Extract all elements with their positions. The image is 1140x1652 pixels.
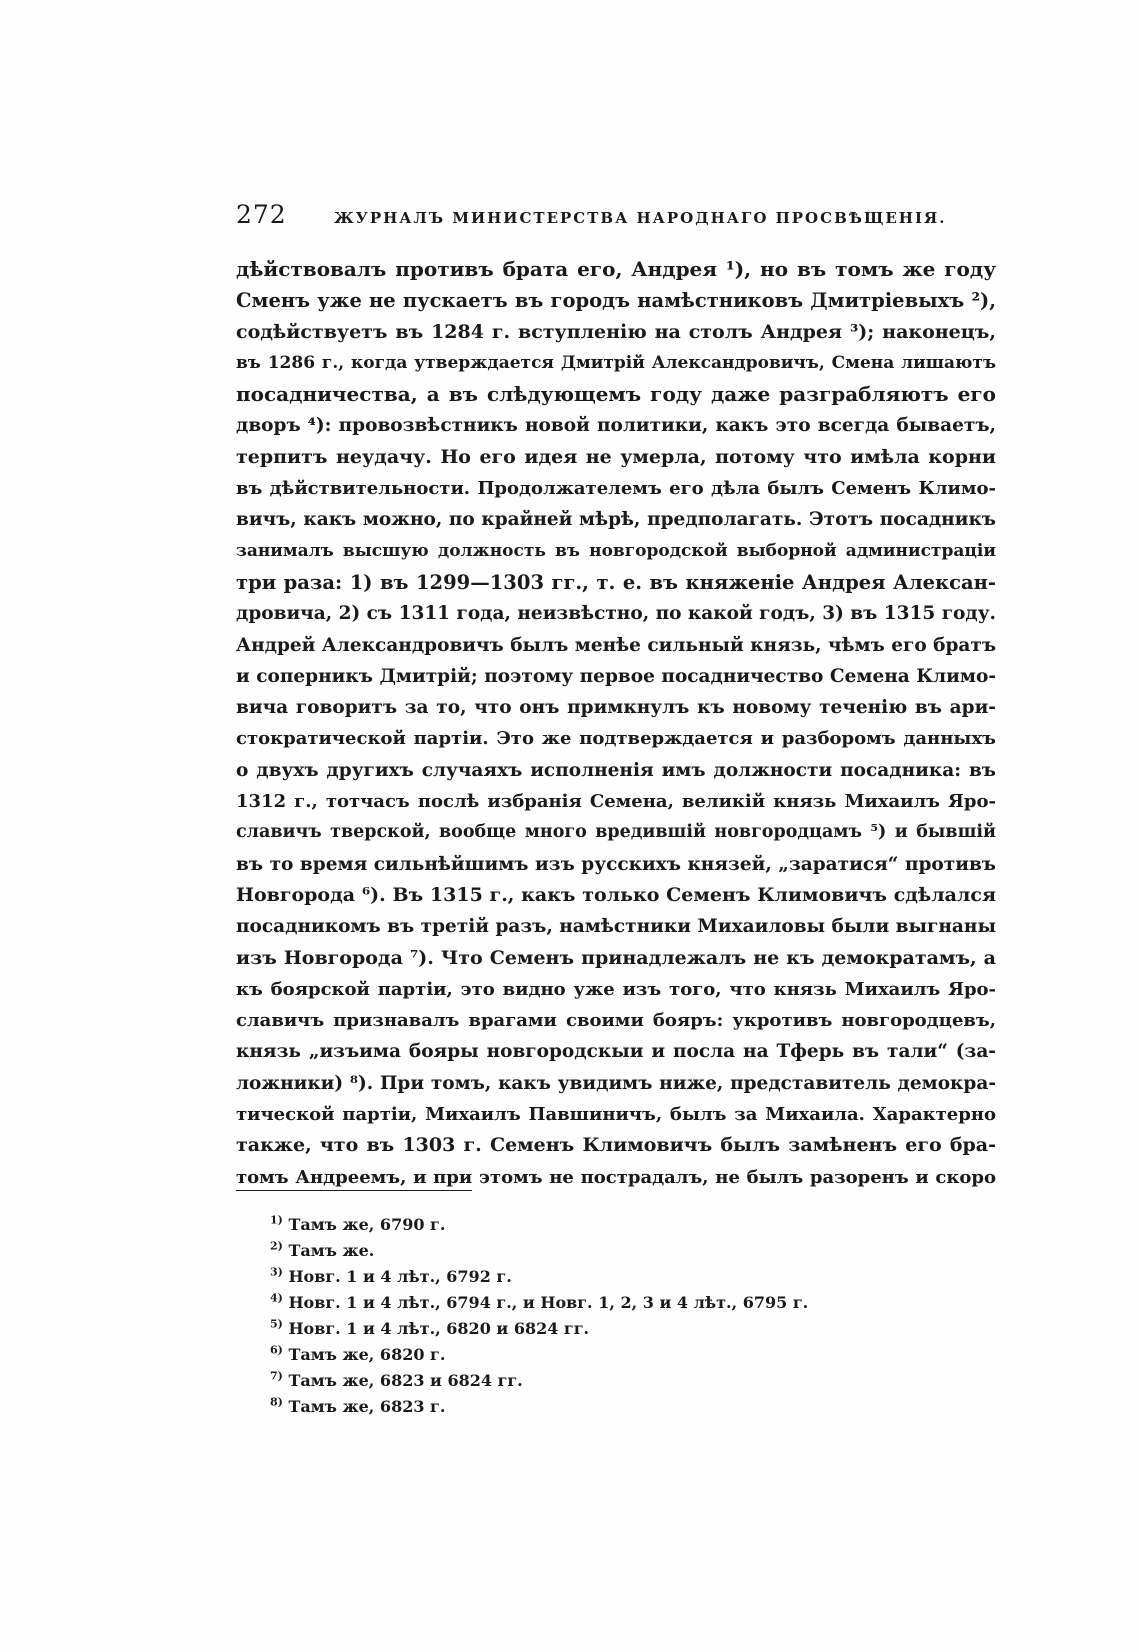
footnote-mark: 5) [270, 1317, 283, 1331]
text-line: ложники) ⁸). При томъ, какъ увидимъ ниже, представитель демокра- [236, 1072, 996, 1094]
footnote-text: Новг. 1 и 4 лѣт., 6820 и 6824 гг. [288, 1319, 590, 1338]
footnote-text: Тамъ же, 6820 г. [288, 1345, 446, 1364]
footnote [270, 1394, 970, 1420]
text-line: посадникомъ въ третій разъ, намѣстники Михаиловы были выгнаны [236, 916, 996, 938]
body-text [236, 254, 996, 1193]
text-line: терпитъ неудачу. Но его идея не умерла, потому что имѣла корни [236, 445, 996, 468]
footnote-mark: 6) [270, 1343, 283, 1357]
footnote [270, 1342, 970, 1368]
footnote-text: Тамъ же, 6790 г. [288, 1215, 446, 1234]
footnotes [270, 1212, 970, 1420]
footnote-mark: 2) [270, 1239, 283, 1253]
text-line: князь „изъима бояры новгородскыи и посла на Тферь въ тали“ (за- [236, 1041, 996, 1063]
footnote [270, 1264, 970, 1290]
footnote-mark: 4) [270, 1291, 283, 1305]
footnote-text: Тамъ же. [288, 1241, 375, 1260]
text-line: дровича, 2) съ 1311 года, неизвѣстно, по какой годъ, 3) въ 1315 году. [236, 603, 996, 625]
text-line: занималъ высшую должность въ новгородской выборной администраціи [236, 540, 996, 561]
footnote-text: Тамъ же, 6823 г. [288, 1397, 446, 1416]
text-line: тической партіи, Михаилъ Павшиничъ, былъ за Михаила. Характерно [236, 1104, 996, 1126]
footnote [270, 1290, 970, 1316]
text-line: также, что въ 1303 г. Семенъ Климовичъ былъ замѣненъ его бра- [236, 1134, 996, 1157]
running-title: ЖУРНАЛЪ МИНИСТЕРСТВА НАРОДНАГО ПРОСВѢЩЕНІЯ. [334, 209, 947, 227]
page-header [236, 200, 996, 229]
footnote [270, 1368, 970, 1394]
text-line: славичъ тверской, вообще много вредившій новгородцамъ ⁵) и бывшій [236, 822, 996, 843]
footnote-mark: 3) [270, 1265, 283, 1279]
footnote-text: Новг. 1 и 4 лѣт., 6792 г. [288, 1267, 512, 1286]
text-line: вича говоритъ за то, что онъ примкнулъ къ новому теченію въ ари- [236, 697, 996, 719]
text-line: въ то время сильнѣйшимъ изъ русскихъ князей, „заратися“ противъ [236, 853, 996, 875]
footnote-text: Новг. 1 и 4 лѣт., 6794 г., и Новг. 1, 2, 3 и 4 лѣт., 6795 г. [288, 1293, 809, 1312]
text-line: изъ Новгорода ⁷). Что Семенъ принадлежалъ не къ демократамъ, а [236, 946, 996, 969]
text-line: дѣйствовалъ противъ брата его, Андрея ¹), но въ томъ же году [236, 257, 996, 281]
text-line: посадничества, а въ слѣдующемъ году даже разграбляютъ его [236, 382, 996, 407]
text-line: въ дѣйствительности. Продолжателемъ его дѣла былъ Семенъ Климо- [236, 478, 996, 500]
text-line: Андрей Александровичъ былъ менѣе сильный князь, чѣмъ его братъ [236, 634, 997, 656]
text-line: Новгорода ⁶). Въ 1315 г., какъ только Семенъ Климовичъ сдѣлался [236, 883, 996, 906]
text-line: томъ Андреемъ, и при этомъ не пострадалъ, не былъ разоренъ и скоро [236, 1166, 996, 1188]
footnote-divider [236, 1190, 472, 1191]
page-number: 272 [236, 200, 287, 229]
footnote [270, 1238, 970, 1264]
footnote-text: Тамъ же, 6823 и 6824 гг. [288, 1371, 523, 1390]
text-line: 1312 г., тотчасъ послѣ избранія Семена, великій князь Михаилъ Яро- [236, 791, 996, 813]
footnote [270, 1316, 970, 1342]
footnote-mark: 7) [270, 1369, 283, 1383]
text-line: славичъ признавалъ врагами своими бояръ: укротивъ новгородцевъ, [236, 1010, 996, 1032]
text-line: дворъ ⁴): провозвѣстникъ новой политики, какъ это всегда бываетъ, [236, 415, 996, 437]
text-line: въ 1286 г., когда утверждается Дмитрій Александровичъ, Смена лишаютъ [236, 352, 996, 373]
text-line: стократической партіи. Это же подтверждается и разборомъ данныхъ [236, 728, 996, 750]
footnote-mark: 1) [270, 1213, 283, 1227]
footnote-mark: 8) [270, 1395, 283, 1409]
text-line: вичъ, какъ можно, по крайней мѣрѣ, предполагать. Этотъ посадникъ [236, 509, 996, 531]
text-line: содѣйствуетъ въ 1284 г. вступленію на столъ Андрея ³); наконецъ, [236, 320, 996, 343]
text-line: къ боярской партіи, это видно уже изъ того, что князь Михаилъ Яро- [236, 978, 996, 1000]
text-line: Сменъ уже не пускаетъ въ городъ намѣстниковъ Дмитріевыхъ ²), [236, 289, 996, 313]
text-line: и соперникъ Дмитрій; поэтому первое посадничество Семена Климо- [236, 665, 996, 687]
text-line: три раза: 1) въ 1299—1303 гг., т. е. въ княженіе Андрея Алексан- [236, 570, 996, 594]
text-line: о двухъ другихъ случаяхъ исполненія имъ должности посадника: въ [236, 759, 996, 781]
footnote [270, 1212, 970, 1238]
